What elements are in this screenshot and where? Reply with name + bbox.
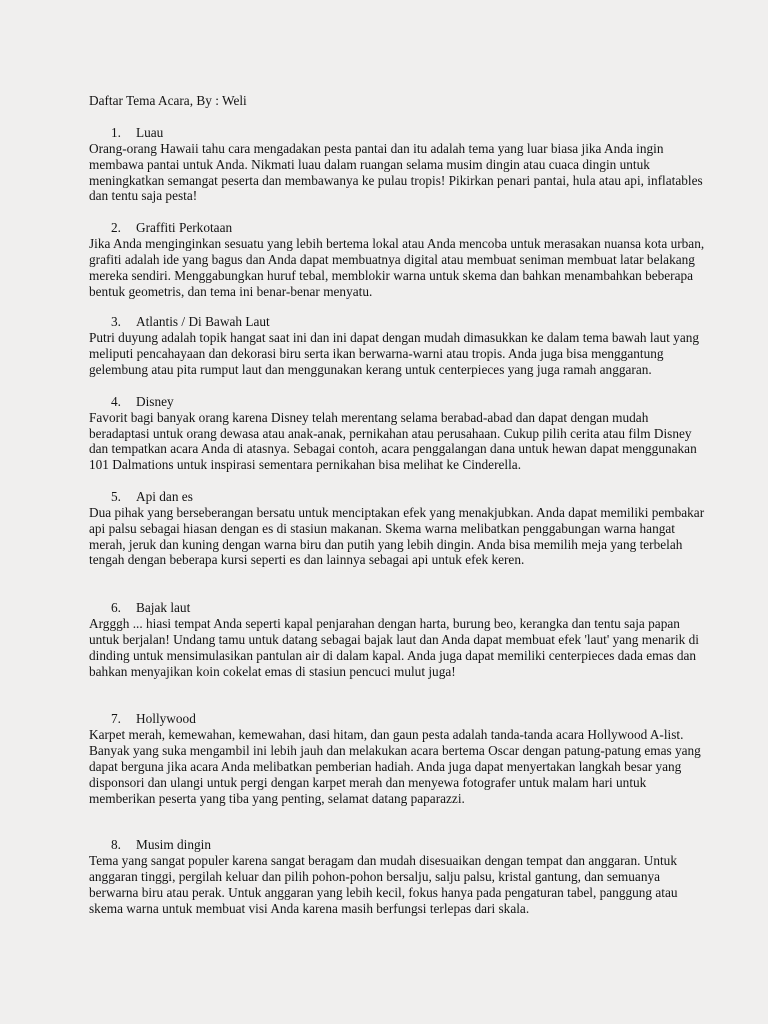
body-line: Putri duyung adalah topik hangat saat ini dan ini dapat dengan mudah dimasukkan ke dalam tema bawah laut yang [89, 330, 700, 346]
section-body [89, 236, 705, 299]
section-title: Api dan es [136, 488, 193, 504]
section-body [89, 616, 699, 679]
section-heading [89, 314, 688, 330]
section-number: 6. [111, 600, 121, 616]
section-musim-dingin [89, 837, 688, 916]
section-heading [89, 489, 688, 505]
body-line: Karpet merah, kemewahan, kemewahan, dasi hitam, dan gaun pesta adalah tanda-tanda acara Hollywood A-list. [89, 727, 684, 743]
body-line: Favorit bagi banyak orang karena Disney telah merentang selama berabad-abad dan dapat dengan mudah [89, 409, 649, 425]
body-line: api palsu sebagai hiasan dengan es di stasiun makanan. Skema warna melibatkan penggabungan warna hangat [89, 520, 675, 536]
body-line: Jika Anda menginginkan sesuatu yang lebih bertema lokal atau Anda mencoba untuk merasakan nuansa kota urban, [89, 236, 705, 252]
body-line: dapat berguna jika acara Anda melibatkan pemberian hadiah. Anda juga dapat menyertakan langkah besar yang [89, 758, 682, 774]
body-line: untuk berjalan! Undang tamu untuk datang sebagai bajak laut dan Anda dapat membuat efek 'laut' yang menarik di [89, 631, 699, 647]
section-bajak-laut [89, 600, 699, 679]
section-heading [89, 837, 688, 853]
body-line: dinding untuk mensimulasikan pantulan air di dalam kapal. Anda juga dapat memiliki centerpieces dada emas dan [89, 647, 697, 663]
body-line: meningkatkan semangat peserta dan membawanya ke pulau tropis! Pikirkan penari pantai, hula atau api, inflatables [89, 172, 703, 188]
section-title: Bajak laut [136, 600, 191, 616]
section-title: Luau [136, 125, 164, 140]
body-line: grafiti adalah ide yang bagus dan Anda dapat membuatnya digital atau membuat seniman membuat latar belakang [89, 251, 695, 267]
body-line: Banyak yang suka mengambil ini lebih jauh dan melakukan acara bertema Oscar dengan patung-patung emas yang [89, 743, 701, 759]
section-title: Musim dingin [136, 837, 211, 853]
section-heading [89, 125, 688, 141]
section-body [89, 409, 697, 473]
section-title: Atlantis / Di Bawah Laut [136, 314, 270, 330]
section-graffiti [89, 220, 705, 299]
section-number: 5. [111, 488, 121, 504]
body-line: anggaran tinggi, pergilah keluar dan pilih pohon-pohon bersalju, salju palsu, kristal gantung, dan semuanya [89, 869, 661, 885]
document-title: Daftar Tema Acara, By : Weli [89, 93, 247, 108]
section-number: 4. [111, 393, 121, 409]
section-title: Graffiti Perkotaan [136, 220, 233, 236]
section-body [89, 853, 688, 916]
section-heading [89, 600, 688, 616]
section-body [89, 504, 705, 568]
section-heading [89, 220, 688, 236]
section-number: 7. [111, 711, 121, 727]
section-number: 8. [111, 837, 121, 853]
body-line: beradaptasi untuk orang dewasa atau anak-anak, pernikahan atau perusahaan. Cukup pilih cerita atau film Disney [89, 425, 692, 441]
body-line: membawa pantai untuk Anda. Nikmati luau dalam ruangan selama musim dingin atau cuaca dingin untuk [89, 156, 650, 172]
section-disney [89, 393, 697, 473]
section-heading [89, 394, 688, 410]
body-line: disponsori dan ulangi untuk pergi dengan karpet merah dan menyewa fotografer untuk malam hari untuk [89, 774, 647, 790]
section-number: 3. [111, 314, 121, 330]
section-heading [89, 711, 688, 727]
section-body [89, 727, 701, 806]
section-api-dan-es [89, 488, 705, 568]
body-line: merah, jeruk dan kuning dengan warna biru dan putih yang lebih dingin. Anda bisa memilih meja yang terbelah [89, 536, 683, 552]
body-line: 101 Dalmations untuk inspirasi sementara pernikahan bisa melihat ke Cinderella. [89, 457, 522, 473]
body-line: berwarna biru atau perak. Untuk anggaran yang lebih kecil, fokus hanya pada pengaturan tabel, panggung atau [89, 884, 678, 900]
body-line: Orang-orang Hawaii tahu cara mengadakan pesta pantai dan itu adalah tema yang luar biasa jika Anda ingin [89, 141, 664, 156]
section-title: Disney [136, 393, 174, 409]
body-line: memberikan peserta yang tiba yang penting, selamat datang paparazzi. [89, 790, 465, 806]
body-line: mereka sendiri. Menggabungkan huruf tebal, memblokir warna untuk skema dan bahkan menambahkan beberapa [89, 267, 694, 283]
body-line: Argggh ... hiasi tempat Anda seperti kapal penjarahan dengan harta, burung beo, kerangka dan tentu saja papan [89, 616, 680, 632]
body-line: dan tentu saja pesta! [89, 188, 198, 204]
body-line: meliputi pencahayaan dan dekorasi biru serta ikan berwarna-warni atau tropis. Anda juga bisa menggantung [89, 346, 664, 362]
section-hollywood [89, 711, 701, 806]
section-luau [89, 125, 703, 204]
body-line: skema warna untuk membuat visi Anda karena masih berfungsi terlepas dari skala. [89, 900, 530, 916]
body-line: bentuk geometris, dan tema ini benar-benar menyatu. [89, 283, 373, 299]
section-atlantis [89, 314, 700, 377]
body-line: tengah dengan beberapa kursi seperti es dan lainnya sebagai api untuk efek keren. [89, 552, 525, 568]
section-body [89, 330, 700, 377]
body-line: dan tempatkan acara Anda di atasnya. Sebagai contoh, acara penggalangan dana untuk hewan dapat menggunakan [89, 441, 697, 457]
body-line: bahkan menyajikan koin cokelat emas di stasiun pencuci mulut juga! [89, 663, 456, 679]
body-line: gelembung atau pita rumput laut dan menggunakan kerang untuk centerpieces yang juga ramah anggaran. [89, 361, 652, 377]
body-line: Dua pihak yang berseberangan bersatu untuk menciptakan efek yang menakjubkan. Anda dapat memiliki pembakar [89, 504, 705, 520]
section-number: 2. [111, 220, 121, 236]
section-number: 1. [111, 125, 121, 140]
section-body [89, 141, 703, 204]
body-line: Tema yang sangat populer karena sangat beragam dan mudah disesuaikan dengan tempat dan anggaran. Untuk [89, 853, 677, 869]
section-title: Hollywood [136, 711, 196, 727]
